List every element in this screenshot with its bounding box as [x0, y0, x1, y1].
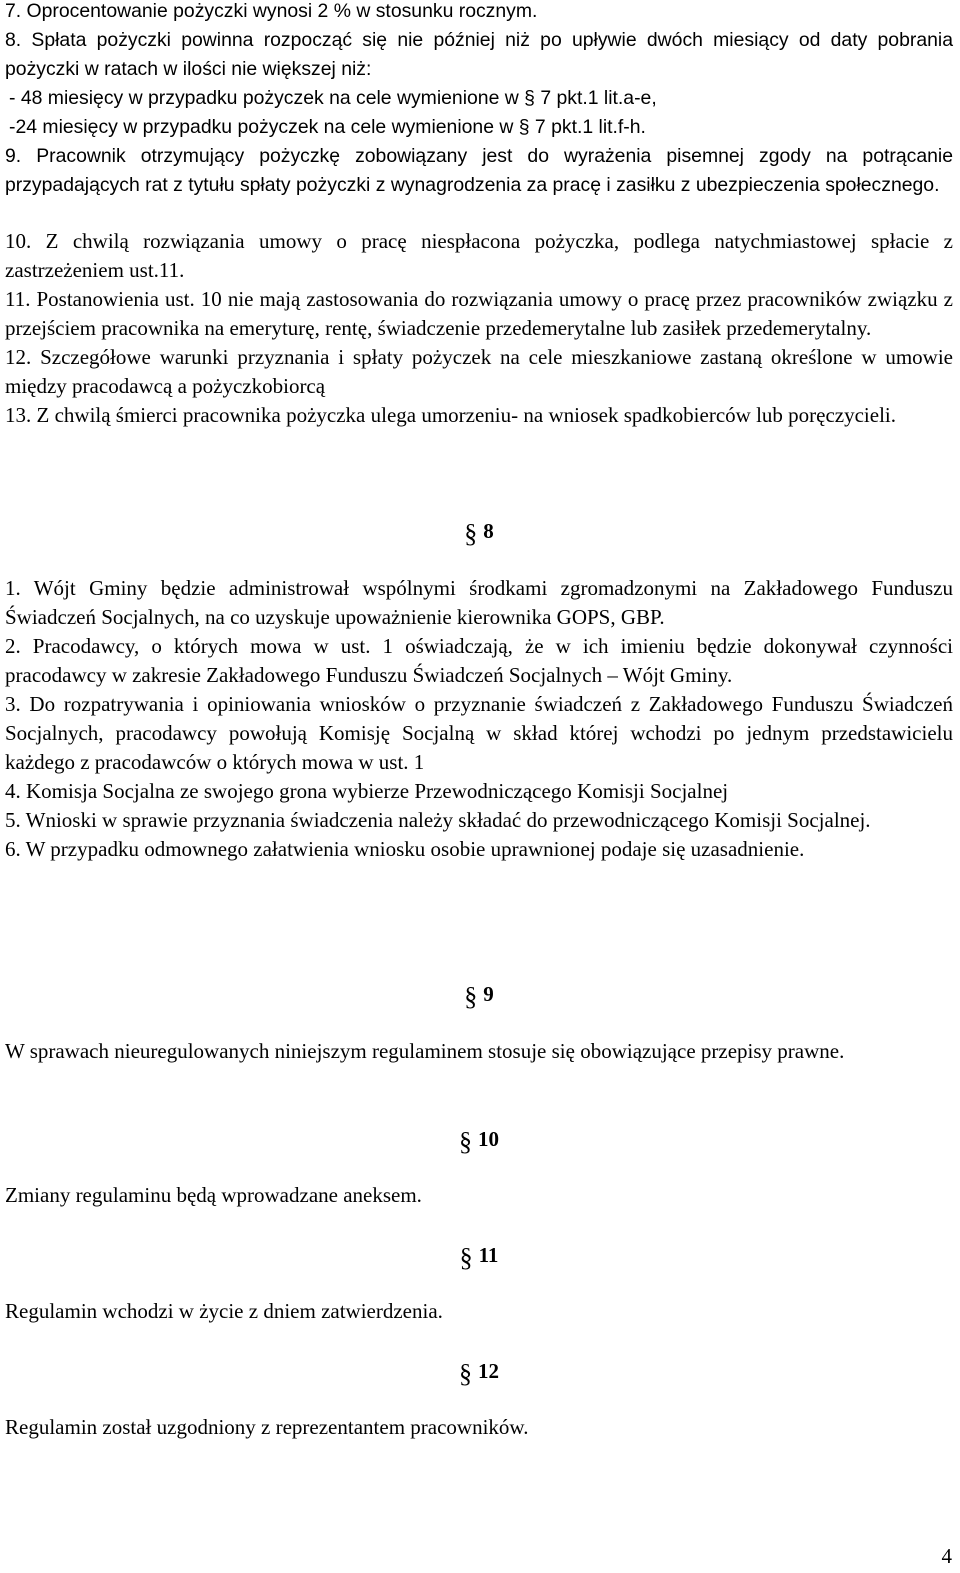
section-8-body	[5, 574, 953, 864]
section-9-text: W sprawach nieuregulowanych niniejszym regulaminem stosuje się obowiązujące przepisy prawne.	[5, 1039, 845, 1063]
paragraph-9: 9. Pracownik otrzymujący pożyczkę zobowiązany jest do wyrażenia pisemnej zgody na potrącanie przypadających rat z tytułu spłaty pożyczki z wynagrodzenia za pracę i zasiłku z ubezpieczenia społecznego.	[5, 145, 953, 196]
section-symbol: §	[459, 1127, 472, 1156]
section-10-heading	[5, 1123, 953, 1154]
paragraph-8: 8. Spłata pożyczki powinna rozpocząć się nie później niż po upływie dwóch miesiący od daty pobrania pożyczki w ratach w ilości nie większej niż:	[5, 29, 953, 80]
section-number: 8	[483, 519, 494, 543]
paragraph-8-item-a: - 48 miesięcy w przypadku pożyczek na cele wymienione w § 7 pkt.1 lit.a-e,	[9, 87, 657, 109]
section-8-heading	[5, 515, 953, 546]
section-12-heading	[5, 1355, 953, 1386]
paragraph-8-item-b: -24 miesięcy w przypadku pożyczek na cele wymienione w § 7 pkt.1 lit.f-h.	[9, 116, 646, 138]
section-8-paragraph-4: 4. Komisja Socjalna ze swojego grona wybierze Przewodniczącego Komisji Socjalnej	[5, 779, 729, 803]
section-symbol: §	[464, 982, 478, 1011]
section-8-paragraph-1: 1. Wójt Gminy będzie administrował wspólnymi środkami zgromadzonymi na Zakładowego Funduszu Świadczeń Socjalnych, na co uzyskuje upoważnienie kierownika GOPS, GBP.	[5, 576, 953, 629]
paragraph-10: 10. Z chwilą rozwiązania umowy o pracę niespłacona pożyczka, podlega natychmiastowej spłacie z zastrzeżeniem ust.11.	[5, 229, 953, 282]
section-number: 10	[478, 1127, 499, 1151]
section-number: 11	[478, 1243, 499, 1267]
section-number: 12	[478, 1359, 499, 1383]
page-number: 4	[941, 1544, 952, 1568]
section-10-body	[5, 1181, 953, 1210]
paragraph-13: 13. Z chwilą śmierci pracownika pożyczka ulega umorzeniu- na wniosek spadkobierców lub poręczycieli.	[5, 403, 897, 427]
section-12-text: Regulamin został uzgodniony z reprezentantem pracowników.	[5, 1415, 529, 1439]
section-symbol: §	[459, 1243, 473, 1272]
section-12-body	[5, 1413, 953, 1442]
section-symbol: §	[459, 1359, 472, 1388]
section-9-heading	[5, 978, 953, 1009]
paragraph-12: 12. Szczegółowe warunki przyznania i spłaty pożyczek na cele mieszkaniowe zastaną określone w umowie między pracodawcą a pożyczkobiorcą	[5, 345, 953, 398]
loan-repayment-block	[5, 227, 953, 430]
section-symbol: §	[464, 519, 478, 548]
section-11-text: Regulamin wchodzi w życie z dniem zatwierdzenia.	[5, 1299, 443, 1323]
section-8-paragraph-5: 5. Wnioski w sprawie przyznania świadczenia należy składać do przewodniczącego Komisji Socjalnej.	[5, 808, 871, 832]
paragraph-7: 7. Oprocentowanie pożyczki wynosi 2 % w stosunku rocznym.	[5, 0, 538, 22]
loan-terms-block	[5, 0, 953, 200]
paragraph-11: 11. Postanowienia ust. 10 nie mają zastosowania do rozwiązania umowy o pracę przez pracowników związku z przejściem pracownika na emeryturę, rentę, świadczenie przedemerytalne lub zasiłek przedemerytalny.	[5, 287, 953, 340]
section-8-paragraph-6: 6. W przypadku odmownego załatwienia wniosku osobie uprawnionej podaje się uzasadnienie.	[5, 837, 805, 861]
section-11-body	[5, 1297, 953, 1326]
section-9-body	[5, 1037, 953, 1066]
section-number: 9	[483, 982, 494, 1006]
section-8-paragraph-3: 3. Do rozpatrywania i opiniowania wniosków o przyznanie świadczeń z Zakładowego Funduszu Świadczeń Socjalnych, pracodawcy powołują Komisję Socjalną w skład której wchodzi po jednym przedstawicielu każdego z pracodawców o których mowa w ust. 1	[5, 692, 953, 774]
section-8-paragraph-2: 2. Pracodawcy, o których mowa w ust. 1 oświadczają, że w ich imieniu będzie dokonywał czynności pracodawcy w zakresie Zakładowego Funduszu Świadczeń Socjalnych – Wójt Gminy.	[5, 634, 953, 687]
section-10-text: Zmiany regulaminu będą wprowadzane aneksem.	[5, 1183, 422, 1207]
section-11-heading	[5, 1239, 953, 1270]
